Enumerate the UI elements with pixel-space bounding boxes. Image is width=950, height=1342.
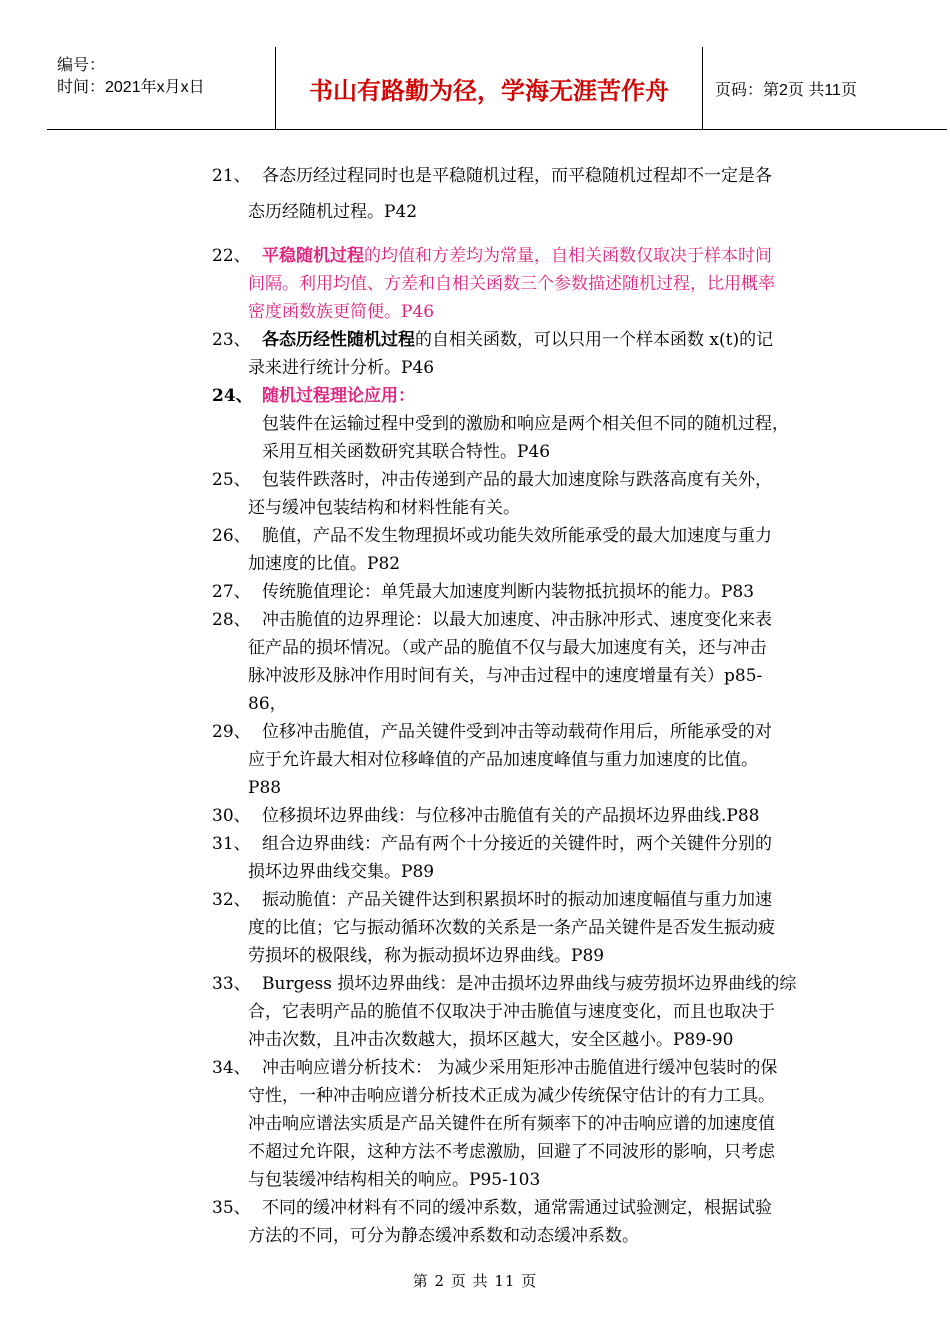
header-page-label: 页码：第2页 共11页 xyxy=(715,81,857,99)
item-number: 21、 xyxy=(212,166,251,186)
item-line: 脉冲波形及脉冲作用时间有关，与冲击过程中的速度增量有关）p85- xyxy=(248,666,763,686)
list-item xyxy=(212,606,862,718)
item-line: 劳损坏的极限线，称为振动损坏边界曲线。P89 xyxy=(248,946,605,966)
item-line: 加速度的比值。P82 xyxy=(248,554,401,574)
item-line: 度的比值；它与振动循环次数的关系是一条产品关键件是否发生振动疲 xyxy=(248,918,775,938)
list-item xyxy=(212,886,862,970)
item-line: 采用互相关函数研究其联合特性。P46 xyxy=(262,442,551,462)
list-item xyxy=(212,802,862,830)
list-item xyxy=(212,242,862,326)
list-item xyxy=(212,382,862,466)
item-line: 86， xyxy=(248,694,287,714)
item-line: 包装件跌落时，冲击传递到产品的最大加速度除与跌落高度有关外， xyxy=(262,470,772,490)
item-line: Burgess 损坏边界曲线：是冲击损坏边界曲线与疲劳损坏边界曲线的综 xyxy=(262,974,797,994)
item-number: 24、 xyxy=(212,386,253,406)
header-meta xyxy=(47,47,276,129)
item-term: 平稳随机过程 xyxy=(262,246,364,266)
item-number: 29、 xyxy=(212,722,251,742)
list-item xyxy=(212,830,862,886)
list-item xyxy=(212,718,862,802)
item-line: 损坏边界曲线交集。P89 xyxy=(248,862,435,882)
item-line: 各态历经过程同时也是平稳随机过程，而平稳随机过程却不一定是各 xyxy=(262,166,772,186)
item-line: 冲击响应谱法实质是产品关键件在所有频率下的冲击响应谱的加速度值 xyxy=(248,1114,775,1134)
item-line: 还与缓冲包装结构和材料性能有关。 xyxy=(248,498,520,518)
item-line: P88 xyxy=(248,778,282,798)
item-number: 30、 xyxy=(212,806,251,826)
item-line: 振动脆值：产品关键件达到积累损坏时的振动加速度幅值与重力加速 xyxy=(262,890,772,910)
list-item xyxy=(212,466,862,522)
header-title: 书山有路勤为径，学海无涯苦作舟 xyxy=(276,47,703,129)
item-line: 脆值，产品不发生物理损坏或功能失效所能承受的最大加速度与重力 xyxy=(262,526,772,546)
item-heading: 随机过程理论应用： xyxy=(262,386,415,406)
page-header xyxy=(47,47,947,130)
item-line: 位移冲击脆值，产品关键件受到冲击等动载荷作用后，所能承受的对 xyxy=(262,722,772,742)
item-number: 23、 xyxy=(212,330,251,350)
item-line: 征产品的损坏情况。（或产品的脆值不仅与最大加速度有关，还与冲击 xyxy=(248,638,767,658)
list-item xyxy=(212,326,862,382)
item-line: 守性，一种冲击响应谱分析技术正成为减少传统保守估计的有力工具。 xyxy=(248,1086,775,1106)
item-line: 态历经随机过程。P42 xyxy=(248,202,418,222)
item-line: 密度函数族更简便。P46 xyxy=(248,302,435,322)
item-line: 间隔。利用均值、方差和自相关函数三个参数描述随机过程，比用概率 xyxy=(248,274,775,294)
list-item xyxy=(212,578,862,606)
item-line xyxy=(248,326,862,354)
item-line: 位移损坏边界曲线：与位移冲击脆值有关的产品损坏边界曲线.P88 xyxy=(262,806,760,826)
list-item xyxy=(212,1054,862,1194)
item-line xyxy=(248,242,862,270)
item-number: 22、 xyxy=(212,246,251,266)
item-line: 与包装缓冲结构相关的响应。P95-103 xyxy=(248,1170,541,1190)
item-number: 35、 xyxy=(212,1198,251,1218)
list-item xyxy=(212,1194,862,1250)
item-term: 各态历经性随机过程 xyxy=(262,330,415,350)
item-number: 26、 xyxy=(212,526,251,546)
item-line: 冲击次数，且冲击次数越大，损坏区越大，安全区越小。P89-90 xyxy=(248,1030,734,1050)
item-line: 传统脆值理论：单凭最大加速度判断内装物抵抗损坏的能力。P83 xyxy=(262,582,755,602)
item-number: 31、 xyxy=(212,834,251,854)
item-line-text: 的均值和方差均为常量，自相关函数仅取决于样本时间 xyxy=(364,246,772,266)
item-line: 包装件在运输过程中受到的激励和响应是两个相关但不同的随机过程， xyxy=(262,414,789,434)
item-line: 冲击响应谱分析技术： 为减少采用矩形冲击脆值进行缓冲包装时的保 xyxy=(262,1058,778,1078)
item-line: 应于允许最大相对位移峰值的产品加速度峰值与重力加速度的比值。 xyxy=(248,750,758,770)
item-number: 32、 xyxy=(212,890,251,910)
list-item xyxy=(212,970,862,1054)
item-line: 不超过允许限，这种方法不考虑激励，回避了不同波形的影响，只考虑 xyxy=(248,1142,775,1162)
item-number: 33、 xyxy=(212,974,251,994)
page-footer: 第 2 页 共 11 页 xyxy=(412,1272,538,1290)
item-line: 方法的不同，可分为静态缓冲系数和动态缓冲系数。 xyxy=(248,1226,639,1246)
item-line: 冲击脆值的边界理论：以最大加速度、冲击脉冲形式、速度变化来表 xyxy=(262,610,772,630)
document-body xyxy=(212,158,862,1250)
list-item xyxy=(212,158,862,230)
number-label: 编号： xyxy=(57,57,106,74)
item-line: 组合边界曲线：产品有两个十分接近的关键件时，两个关键件分别的 xyxy=(262,834,772,854)
item-number: 28、 xyxy=(212,610,251,630)
list-item xyxy=(212,522,862,578)
item-line-text: 的自相关函数，可以只用一个样本函数 x(t)的记 xyxy=(415,330,774,350)
item-number: 27、 xyxy=(212,582,251,602)
item-number: 34、 xyxy=(212,1058,251,1078)
item-line: 录来进行统计分析。P46 xyxy=(248,358,435,378)
item-number: 25、 xyxy=(212,470,251,490)
item-line: 合，它表明产品的脆值不仅取决于冲击脆值与速度变化，而且也取决于 xyxy=(248,1002,775,1022)
item-line: 不同的缓冲材料有不同的缓冲系数，通常需通过试验测定，根据试验 xyxy=(262,1198,772,1218)
time-label: 时间：2021年x月x日 xyxy=(57,79,205,96)
